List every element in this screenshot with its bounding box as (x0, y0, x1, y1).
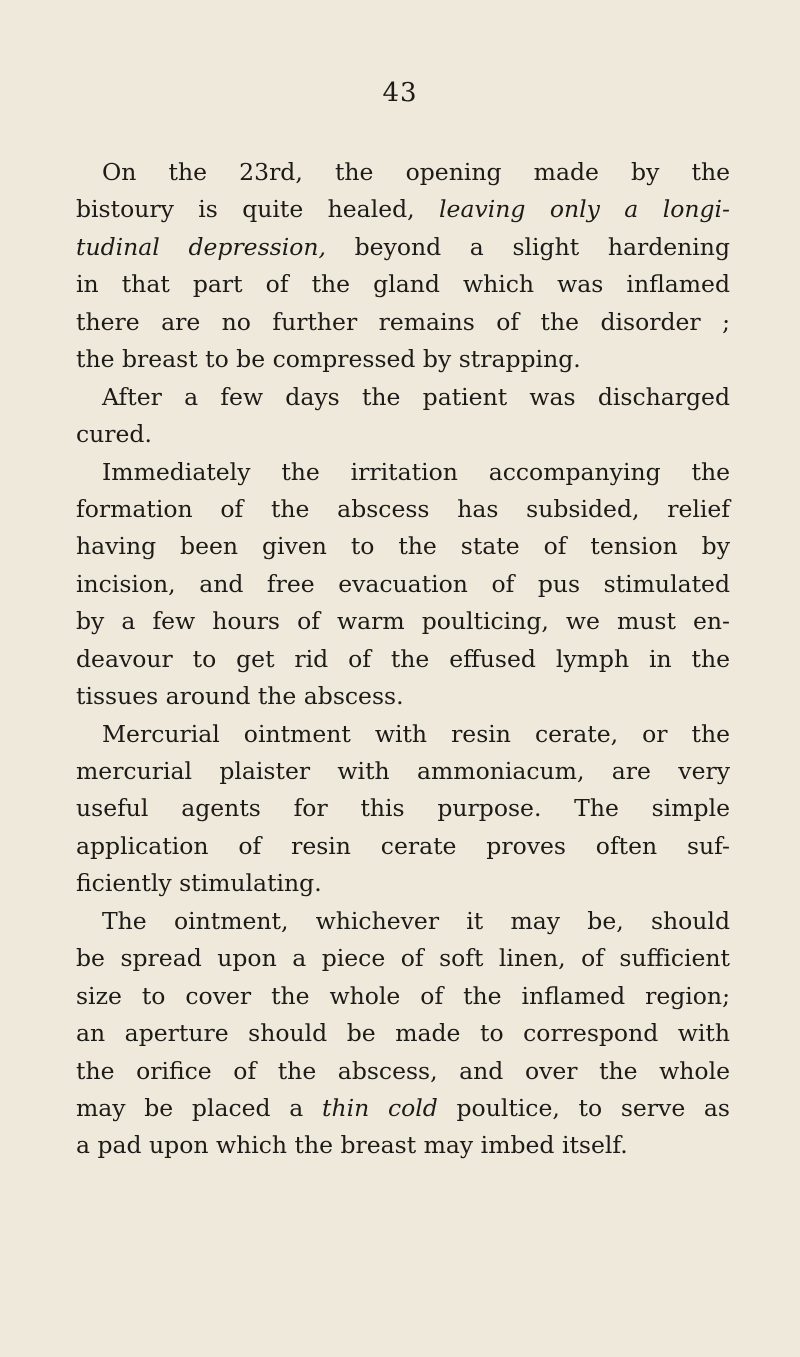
text-line: there are no further remains of the disorder ; (76, 307, 730, 336)
text-line: useful agents for this purpose. The simple (76, 794, 730, 823)
text-line: Mercurial ointment with resin cerate, or the (102, 719, 730, 748)
text-line: formation of the abscess has subsided, relief (76, 494, 730, 523)
italic-phrase: leaving only a longi- (439, 195, 730, 224)
text-line: cured. (76, 420, 152, 449)
text-line: be spread upon a piece of soft linen, of sufficient (76, 944, 730, 973)
text-line: may be placed a thin cold poultice, to serve as (76, 1093, 730, 1122)
text-line: having been given to the state of tension by (76, 532, 730, 561)
text-line: deavour to get rid of the effused lymph in the (76, 644, 730, 673)
text-line: the breast to be compressed by strapping. (76, 345, 581, 374)
text-line: On the 23rd, the opening made by the (102, 158, 730, 186)
text-line: Immediately the irritation accompanying the (102, 457, 730, 486)
text-line: by a few hours of warm poulticing, we must en- (76, 607, 730, 636)
italic-phrase: tudinal depression, (76, 232, 326, 261)
text-line: After a few days the patient was discharged (102, 382, 730, 411)
text-line: bistoury is quite healed, leaving only a longi- (76, 195, 730, 224)
text-line: ficiently stimulating. (76, 869, 322, 898)
text-line: The ointment, whichever it may be, should (102, 906, 730, 935)
text-line: mercurial plaister with ammoniacum, are very (76, 757, 730, 785)
text-line: the orifice of the abscess, and over the whole (76, 1056, 730, 1085)
text-line: a pad upon which the breast may imbed itself. (76, 1131, 628, 1160)
italic-phrase: thin cold (322, 1093, 438, 1122)
text-line: tudinal depression, beyond a slight hardening (76, 232, 730, 261)
text-line: size to cover the whole of the inflamed region; (76, 981, 730, 1010)
text-line: incision, and free evacuation of pus stimulated (76, 569, 730, 598)
text-line: in that part of the gland which was inflamed (76, 270, 730, 299)
body-text (76, 154, 730, 1165)
page-number: 43 (382, 78, 418, 108)
text-line: an aperture should be made to correspond with (76, 1019, 730, 1048)
text-line: application of resin cerate proves often suf- (76, 831, 730, 860)
text-line: tissues around the abscess. (76, 682, 404, 711)
